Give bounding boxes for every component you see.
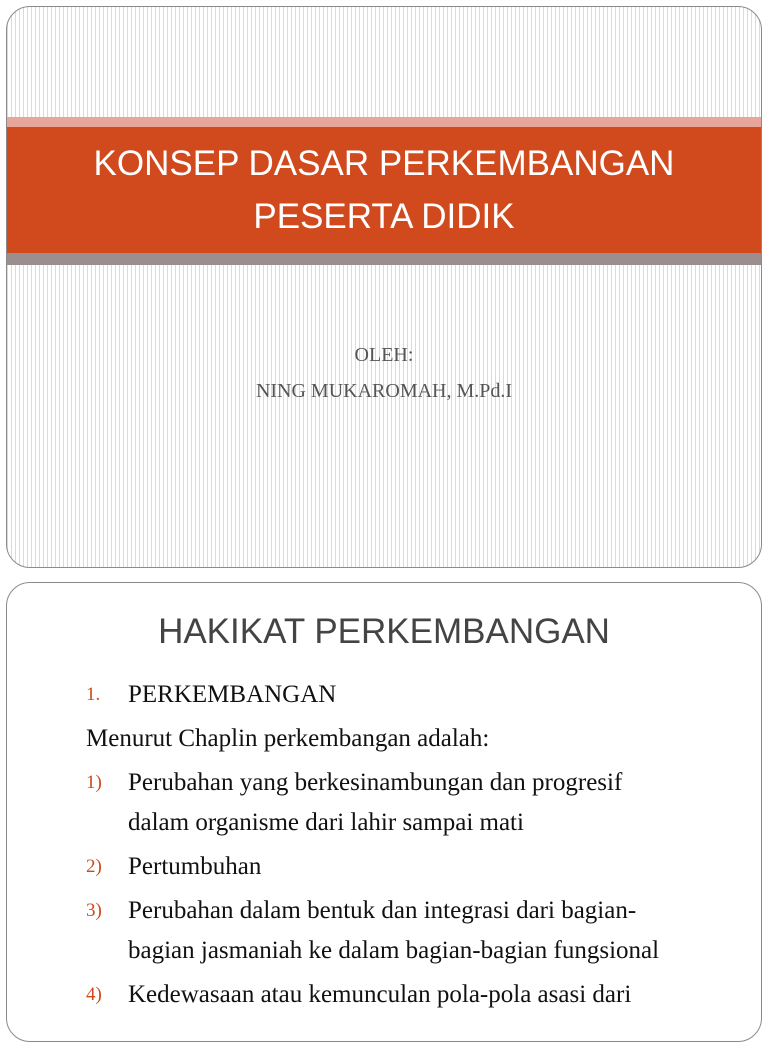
author-name: NING MUKAROMAH, M.Pd.I	[255, 380, 513, 402]
list-item-marker: 4)	[86, 984, 102, 1005]
list-item-line: dalam organisme dari lahir sampai mati	[128, 809, 524, 836]
list-item	[86, 763, 736, 843]
list-item	[86, 975, 736, 1015]
intro-text: Menurut Chaplin perkembangan adalah:	[86, 725, 490, 752]
list-item-line: Perubahan yang berkesinambungan dan progresif	[128, 769, 623, 796]
section-number: 1.	[86, 684, 101, 705]
slide-title	[7, 127, 761, 253]
list-item	[86, 847, 736, 887]
section-heading-text: PERKEMBANGAN	[128, 681, 337, 708]
list-item-line: Pertumbuhan	[128, 853, 262, 880]
list-item-line: bagian jasmaniah ke dalam bagian-bagian fungsional	[128, 937, 660, 964]
title-band-shadow	[7, 253, 761, 265]
list-item-marker: 3)	[86, 900, 102, 921]
list-item-marker: 1)	[86, 772, 102, 793]
list-item-text	[128, 975, 736, 1015]
section-heading	[86, 675, 736, 715]
slide-title-line-2: PESERTA DIDIK	[253, 197, 515, 236]
content-slide-title: HAKIKAT PERKEMBANGAN	[158, 612, 610, 651]
title-slide	[6, 6, 762, 568]
list-item-line: Kedewasaan atau kemunculan pola-pola asasi dari	[128, 981, 632, 1008]
subtitle-line-1: OLEH:	[354, 344, 414, 366]
slide-title-line-1: KONSEP DASAR PERKEMBANGAN	[93, 144, 675, 183]
content-body	[86, 675, 736, 1015]
list-item-text	[128, 847, 736, 887]
list-item-marker: 2)	[86, 856, 102, 877]
content-slide	[6, 582, 762, 1042]
list-item-text	[128, 763, 736, 843]
list-item-text	[128, 891, 736, 971]
list-item	[86, 891, 736, 971]
slide-subtitle	[7, 337, 761, 409]
list-item-line: Perubahan dalam bentuk dan integrasi dari bagian-	[128, 897, 637, 924]
